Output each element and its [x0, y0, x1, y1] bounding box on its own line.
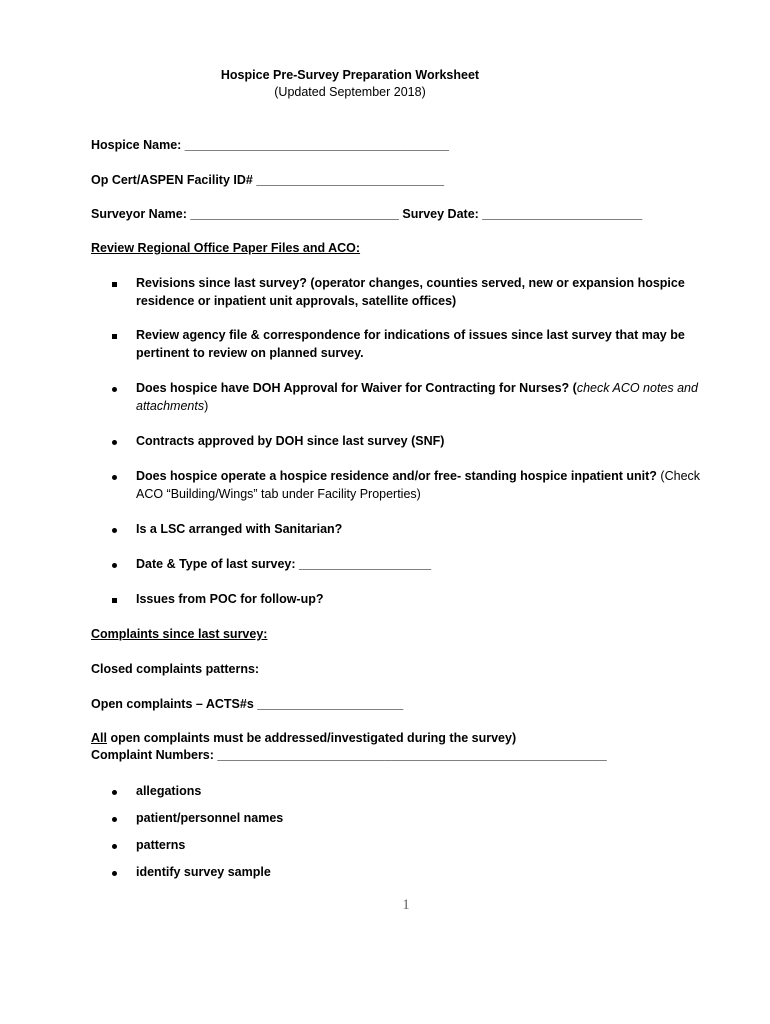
complaint-bullet — [112, 837, 722, 855]
review-item-text: Revisions since last survey? (operator changes, counties served, new or expansion hospice residence or inpatient unit approvals, satellite offices) — [136, 276, 685, 308]
complaint-bullet-text: allegations — [136, 784, 202, 798]
dot-bullet-icon — [112, 837, 132, 855]
square-bullet-icon — [112, 591, 132, 609]
review-item-text: Does hospice operate a hospice residence and/or free- standing hospice inpatient unit? (Check ACO “Building/Wings” tab under Facility Properties) — [136, 469, 701, 501]
review-item — [112, 556, 722, 574]
complaint-numbers-field: Complaint Numbers: ________________________________________________________ — [91, 748, 607, 762]
surveyor-name-label: Surveyor Name: ______________________________ — [91, 207, 399, 221]
closed-complaints-field: Closed complaints patterns: — [91, 662, 260, 676]
review-item-text: Does hospice have DOH Approval for Waiver for Contracting for Nurses? (check ACO notes and attachments) — [136, 381, 698, 413]
review-item — [112, 380, 722, 415]
surveyor-name-field — [91, 206, 642, 223]
review-item-text: Contracts approved by DOH since last survey (SNF) — [136, 434, 445, 448]
review-heading: Review Regional Office Paper Files and ACO: — [91, 241, 361, 255]
open-complaints-field: Open complaints – ACTS#s _____________________ — [91, 697, 404, 711]
review-item — [112, 591, 722, 609]
dot-bullet-icon — [112, 468, 132, 486]
worksheet-title: Hospice Pre-Survey Preparation Worksheet — [220, 68, 480, 82]
review-item — [112, 327, 722, 362]
all-complaints-note: All open complaints must be addressed/investigated during the survey) — [91, 731, 517, 745]
review-item-text: Is a LSC arranged with Sanitarian? — [136, 522, 343, 536]
dot-bullet-icon — [112, 556, 132, 574]
complaint-bullet-text: patterns — [136, 838, 186, 852]
updated-date: (Updated September 2018) — [274, 85, 426, 99]
complaint-bullet-text: identify survey sample — [136, 865, 271, 879]
review-item — [112, 433, 722, 451]
review-item — [112, 468, 722, 503]
facility-id-field: Op Cert/ASPEN Facility ID# ___________________________ — [91, 173, 445, 187]
dot-bullet-icon — [112, 783, 132, 801]
review-item — [112, 275, 722, 310]
review-item-text: Issues from POC for follow-up? — [136, 592, 324, 606]
dot-bullet-icon — [112, 810, 132, 828]
page-number: 1 — [402, 897, 410, 913]
hospice-name-field: Hospice Name: ______________________________________ — [91, 138, 449, 152]
dot-bullet-icon — [112, 864, 132, 882]
dot-bullet-icon — [112, 380, 132, 398]
survey-date-label: Survey Date: _______________________ — [402, 207, 643, 221]
dot-bullet-icon — [112, 521, 132, 539]
review-item-text: Date & Type of last survey: ___________________ — [136, 557, 432, 571]
complaint-bullet-text: patient/personnel names — [136, 811, 284, 825]
complaint-bullet — [112, 783, 722, 801]
complaint-bullet — [112, 864, 722, 882]
review-item — [112, 521, 722, 539]
square-bullet-icon — [112, 275, 132, 293]
complaint-bullet — [112, 810, 722, 828]
dot-bullet-icon — [112, 433, 132, 451]
review-item-text: Review agency file & correspondence for indications of issues since last survey that may be pertinent to review on planned survey. — [136, 328, 685, 360]
complaints-heading: Complaints since last survey: — [91, 627, 268, 641]
square-bullet-icon — [112, 327, 132, 345]
